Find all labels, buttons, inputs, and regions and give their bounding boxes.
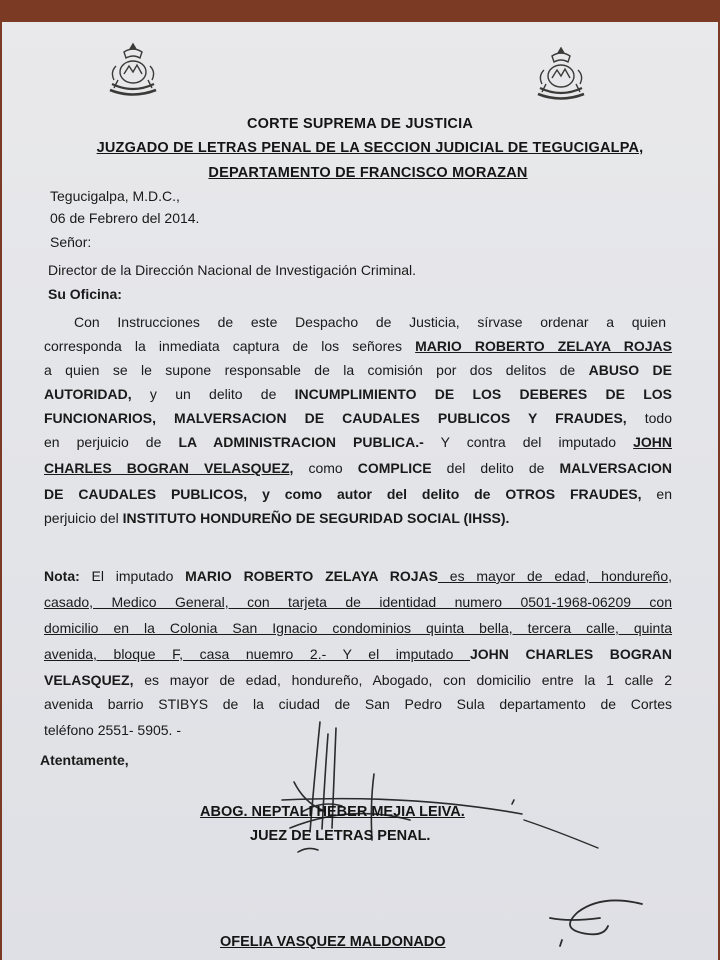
- tribunal-line-1: JUZGADO DE LETRAS PENAL DE LA SECCION JUDICIAL DE TEGUCIGALPA,: [96, 140, 644, 156]
- note-line-3: domicilio en la Colonia San Ignacio condominios quinta bella, tercera calle, quinta: [44, 620, 672, 636]
- secretary-name: OFELIA VASQUEZ MALDONADO: [220, 934, 446, 950]
- body-line-2: corresponda la inmediata captura de los señores MARIO ROBERTO ZELAYA ROJAS: [44, 338, 672, 354]
- body-line-6: en perjuicio de LA ADMINISTRACION PUBLICA.- Y contra del imputado JOHN: [44, 434, 673, 450]
- note-line-4: avenida, bloque F, casa nuemro 2.- Y el imputado JOHN CHARLES BOGRAN: [44, 646, 672, 662]
- note-line-1: Nota: El imputado MARIO ROBERTO ZELAYA ROJAS es mayor de edad, hondureño,: [44, 568, 672, 584]
- tribunal-line-2: DEPARTAMENTO DE FRANCISCO MORAZAN: [208, 165, 528, 181]
- body-line-1: Con Instrucciones de este Despacho de Justicia, sírvase ordenar a quien: [74, 314, 666, 330]
- coat-of-arms-seal-left: [102, 40, 164, 102]
- judge-title: JUEZ DE LETRAS PENAL.: [250, 828, 431, 844]
- recipient: Director de la Dirección Nacional de Investigación Criminal.: [48, 262, 417, 278]
- note-line-2: casado, Medico General, con tarjeta de identidad numero 0501-1968-06209 con: [44, 594, 672, 610]
- office: Su Oficina:: [48, 286, 122, 302]
- judge-name: ABOG. NEPTALI HEBER MEJIA LEIVA.: [200, 804, 465, 820]
- body-line-4: AUTORIDAD, y un delito de INCUMPLIMIENTO DE LOS DEBERES DE LOS: [44, 386, 673, 402]
- document-page: [2, 22, 718, 960]
- body-line-7: CHARLES BOGRAN VELASQUEZ, como COMPLICE del delito de MALVERSACION: [44, 460, 673, 476]
- note-line-7: teléfono 2551- 5905. -: [44, 722, 181, 738]
- salutation: Señor:: [50, 234, 92, 250]
- body-line-9: perjuicio del INSTITUTO HONDUREÑO DE SEGURIDAD SOCIAL (IHSS).: [44, 510, 510, 526]
- body-line-5: FUNCIONARIOS, MALVERSACION DE CAUDALES PUBLICOS Y FRAUDES, todo: [44, 410, 672, 426]
- closing-regards: Atentamente,: [40, 752, 129, 768]
- coat-of-arms-seal-right: [530, 44, 592, 106]
- body-line-3: a quien se le supone responsable de la comisión por dos delitos de ABUSO DE: [44, 362, 672, 378]
- date: 06 de Febrero del 2014.: [50, 210, 200, 226]
- note-line-5: VELASQUEZ, es mayor de edad, hondureño, Abogado, con domicilio entre la 1 calle 2: [44, 672, 672, 688]
- court-name: CORTE SUPREMA DE JUSTICIA: [246, 116, 473, 132]
- place: Tegucigalpa, M.D.C.,: [50, 188, 180, 204]
- note-line-6: avenida barrio STIBYS de la ciudad de San Pedro Sula departamento de Cortes: [44, 696, 672, 712]
- body-line-8: DE CAUDALES PUBLICOS, y como autor del delito de OTROS FRAUDES, en: [44, 486, 672, 502]
